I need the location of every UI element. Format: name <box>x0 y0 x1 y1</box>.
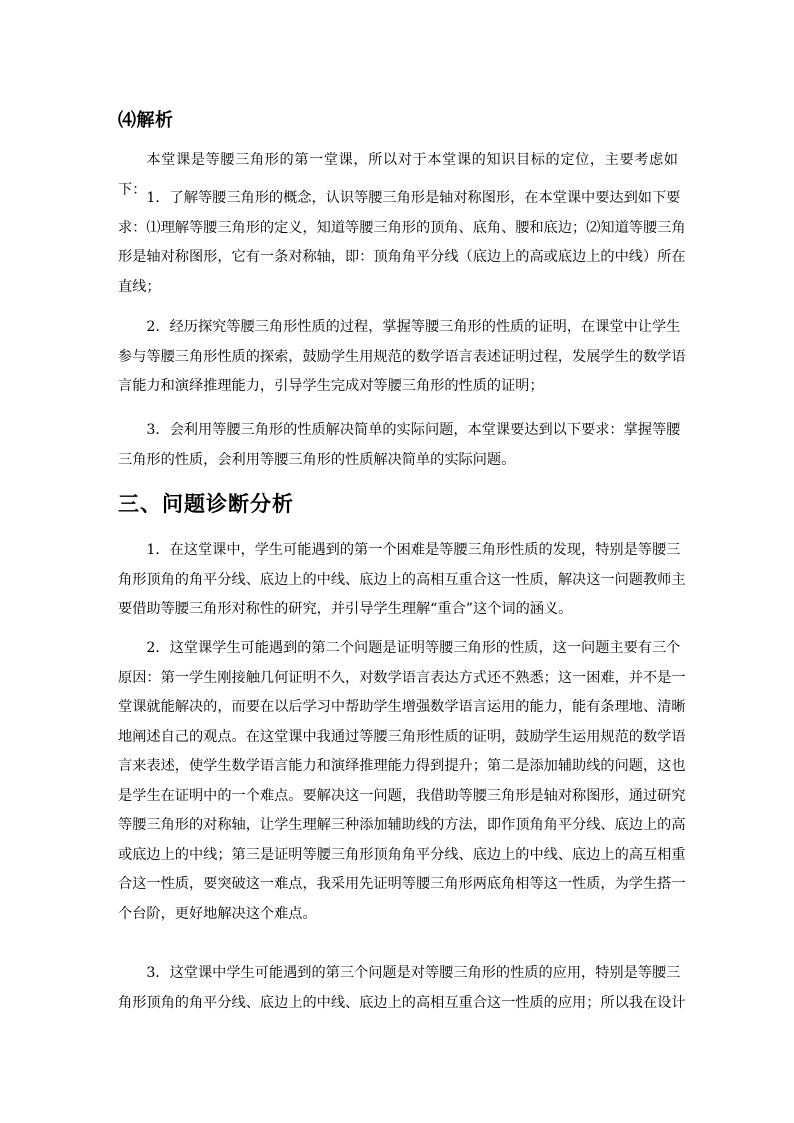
diagnosis-paragraph-1 <box>118 536 686 625</box>
text-line: 角形顶角的角平分线、底边上的中线、底边上的高相互重合这一性质的应用；所以我在设计 <box>118 994 686 1011</box>
objective-item-1 <box>118 184 686 302</box>
objective-item-3 <box>118 416 681 475</box>
text-line: 或底边上的中线；第三是证明等腰三角形顶角角平分线、底边上的中线、底边上的高互相重 <box>118 846 686 863</box>
text-line: 个台阶，更好地解决这个难点。 <box>118 905 317 922</box>
text-line: 要借助等腰三角形对称性的研究，并引导学生理解“重合”这个词的涵义。 <box>118 601 573 617</box>
text-line: 是学生在证明中的一个难点。要解决这一问题，我借助等腰三角形是轴对称图形，通过研究 <box>118 787 686 804</box>
diagnosis-paragraph-3 <box>118 959 686 1018</box>
text-line: 三角形的性质，会利用等腰三角形的性质解决简单的实际问题。 <box>118 451 516 468</box>
text-line: 求：⑴理解等腰三角形的定义，知道等腰三角形的顶角、底角、腰和底边；⑵知道等腰三角 <box>118 219 686 236</box>
text-line: 2．这堂课学生可能遇到的第二个问题是证明等腰三角形的性质，这一问题主要有三个 <box>146 640 681 656</box>
text-line: 3．这堂课中学生可能遇到的第三个问题是对等腰三角形的性质的应用，特别是等腰三 <box>146 965 681 981</box>
text-line: 3．会利用等腰三角形的性质解决简单的实际问题，本堂课要达到以下要求：掌握等腰 <box>146 422 681 438</box>
intro-paragraph: 本堂课是等腰三角形的第一堂课，所以对于本堂课的知识目标的定位，主要考虑如下： <box>118 152 678 198</box>
text-line: 形是轴对称图形，它有一条对称轴，即：顶角角平分线（底边上的高或底边上的中线）所在 <box>118 249 686 265</box>
text-line: 1．在这堂课中，学生可能遇到的第一个困难是等腰三角形性质的发现，特别是等腰三 <box>146 542 681 558</box>
text-line: 合这一性质，要突破这一难点，我采用先证明等腰三角形两底角相等这一性质，为学生搭一 <box>118 876 686 892</box>
section-title: 三、问题诊断分析 <box>118 491 294 516</box>
text-line: 言能力和演绎推理能力，引导学生完成对等腰三角形的性质的证明； <box>118 378 544 394</box>
text-line: 角形顶角的角平分线、底边上的中线、底边上的高相互重合这一性质，解决这一问题教师主 <box>118 571 686 588</box>
text-line: 地阐述自己的观点。在这堂课中我通过等腰三角形性质的证明，鼓励学生运用规范的数学语 <box>118 728 686 745</box>
subheading-analysis: ⑷解析 <box>118 110 174 131</box>
text-line: 原因：第一学生刚接触几何证明不久，对数学语言表达方式还不熟悉；这一困难，并不是一 <box>118 669 686 686</box>
diagnosis-paragraph-2 <box>118 634 686 929</box>
text-line: 直线； <box>118 278 161 295</box>
text-line: 1．了解等腰三角形的概念，认识等腰三角形是轴对称图形，在本堂课中要达到如下要 <box>146 190 681 206</box>
text-line: 堂课就能解决的，而要在以后学习中帮助学生增强数学语言运用的能力，能有条理地、清晰 <box>118 699 686 715</box>
objective-item-2 <box>118 313 686 402</box>
text-line: 言来表述，使学生数学语言能力和演绎推理能力得到提升；第二是添加辅助线的问题，这也 <box>118 758 686 774</box>
text-line: 等腰三角形的对称轴，让学生理解三种添加辅助线的方法，即作顶角角平分线、底边上的高 <box>118 817 686 833</box>
text-line: 参与等腰三角形性质的探索，鼓励学生用规范的数学语言表述证明过程，发展学生的数学语 <box>118 348 686 365</box>
text-line: 2．经历探究等腰三角形性质的过程，掌握等腰三角形的性质的证明，在课堂中让学生 <box>146 319 681 335</box>
